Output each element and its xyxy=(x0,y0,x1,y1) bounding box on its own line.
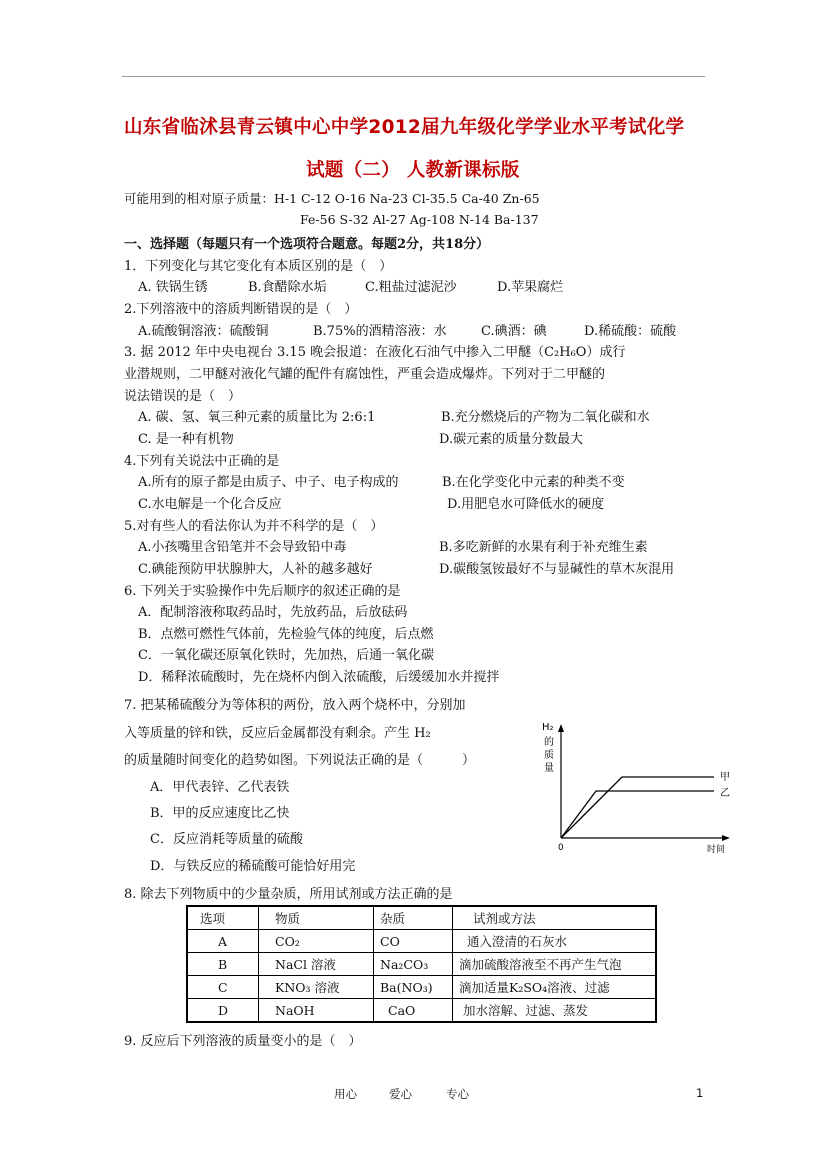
q4-option-c: C.水电解是一个化合反应 xyxy=(138,497,282,512)
table-cell: B xyxy=(187,953,259,976)
q1-stem: 1．下列变化与其它变化有本质区别的是（ ） xyxy=(124,259,393,274)
q7-option-c: C．反应消耗等质量的硫酸 xyxy=(150,832,303,847)
q2-option-b: B.75%的酒精溶液：水 xyxy=(313,324,447,339)
q6-option-a: A．配制溶液称取药品时，先放药品，后放砝码 xyxy=(138,605,408,620)
table-cell: NaCl 溶液 xyxy=(259,953,374,976)
graph-label-jia: 甲 xyxy=(720,772,730,783)
q4-option-a: A.所有的原子都是由质子、中子、电子构成的 xyxy=(138,475,399,490)
q7-option-b: B．甲的反应速度比乙快 xyxy=(150,806,290,821)
table-cell: 加水溶解、过滤、蒸发 xyxy=(453,999,657,1023)
table-row xyxy=(187,999,656,1023)
q5-option-c: C.碘能预防甲状腺肿大，人补的越多越好 xyxy=(138,562,373,577)
q2-option-c: C.碘酒：碘 xyxy=(481,324,547,339)
q8-options-table xyxy=(186,905,657,1023)
q8-stem: 8. 除去下列物质中的少量杂质，所用试剂或方法正确的是 xyxy=(124,887,453,902)
footer-left: 用心 xyxy=(334,1087,357,1101)
q6-option-d: D．稀释浓硫酸时，先在烧杯内倒入浓硫酸，后缓缓加水并搅拌 xyxy=(138,670,500,685)
footer-middle: 爱心 xyxy=(389,1087,412,1101)
q4-option-b: B.在化学变化中元素的种类不变 xyxy=(442,475,625,490)
table-cell: C xyxy=(187,976,259,999)
table-row xyxy=(187,953,656,976)
q1-option-b: B.食醋除水垢 xyxy=(248,280,327,295)
page-title-line1: 山东省临沭县青云镇中心中学2012届九年级化学学业水平考试化学 xyxy=(124,117,685,138)
q2-option-a: A.硫酸铜溶液：硫酸铜 xyxy=(138,324,269,339)
table-cell: CaO xyxy=(374,999,453,1023)
q1-option-c: C.粗盐过滤泥沙 xyxy=(365,280,457,295)
q5-stem: 5.对有些人的看法你认为并不科学的是（ ） xyxy=(124,519,384,534)
q3-line3: 说法错误的是（ ） xyxy=(124,389,242,404)
q3-option-c: C. 是一种有机物 xyxy=(138,432,234,447)
atomic-masses-line1: 可能用到的相对原子质量：H-1 C-12 O-16 Na-23 Cl-35.5 Ca-40 Zn-65 xyxy=(124,191,540,206)
table-cell: 滴加硫酸溶液至不再产生气泡 xyxy=(453,953,657,976)
h2-mass-time-graph xyxy=(532,718,738,856)
q6-option-b: B．点燃可燃性气体前，先检验气体的纯度，后点燃 xyxy=(138,627,434,642)
table-cell: 滴加适量K₂SO₄溶液、过滤 xyxy=(453,976,657,999)
table-cell: Na₂CO₃ xyxy=(374,953,453,976)
graph-origin: 0 xyxy=(558,843,564,853)
graph-label-yi: 乙 xyxy=(720,788,730,799)
header-rule xyxy=(122,76,705,77)
q3-line1: 3. 据 2012 年中央电视台 3.15 晚会报道：在液化石油气中掺入二甲醚（C₂H₆O）成行 xyxy=(124,345,626,360)
table-cell: A xyxy=(187,930,259,953)
page-number: 1 xyxy=(696,1086,704,1100)
q3-option-b: B.充分燃烧后的产物为二氧化碳和水 xyxy=(441,410,650,425)
q7-line1: 7. 把某稀硫酸分为等体积的两份，放入两个烧杯中，分别加 xyxy=(124,698,466,713)
q9-stem: 9. 反应后下列溶液的质量变小的是（ ） xyxy=(124,1034,362,1049)
q5-option-b: B.多吃新鲜的水果有利于补充维生素 xyxy=(439,540,648,555)
q7-option-a: A．甲代表锌、乙代表铁 xyxy=(150,780,290,795)
header-cell: 试剂或方法 xyxy=(453,906,657,930)
header-cell: 选项 xyxy=(187,906,259,930)
table-cell: KNO₃ 溶液 xyxy=(259,976,374,999)
page-title-line2: 试题（二） 人教新课标版 xyxy=(306,160,520,181)
q7-line3: 的质量随时间变化的趋势如图。下列说法正确的是（ ） xyxy=(124,753,476,768)
q4-stem: 4.下列有关说法中正确的是 xyxy=(124,454,280,469)
q6-stem: 6. 下列关于实验操作中先后顺序的叙述正确的是 xyxy=(124,584,401,599)
q2-stem: 2.下列溶液中的溶质判断错误的是（ ） xyxy=(124,302,358,317)
table-cell: Ba(NO₃) xyxy=(374,976,453,999)
footer-right: 专心 xyxy=(446,1087,469,1101)
q1-option-a: A. 铁锅生锈 xyxy=(138,280,208,295)
q7-line2: 入等质量的锌和铁，反应后金属都没有剩余。产生 H₂ xyxy=(124,726,431,741)
q5-option-a: A.小孩嘴里含铅笔并不会导致铅中毒 xyxy=(138,540,347,555)
q3-line2: 业潜规则，二甲醚对液化气罐的配件有腐蚀性，严重会造成爆炸。下列对于二甲醚的 xyxy=(124,367,606,382)
table-header-row xyxy=(187,906,656,930)
q7-option-d: D．与铁反应的稀硫酸可能恰好用完 xyxy=(150,859,356,874)
ylabel-zhi: 质 xyxy=(544,750,554,761)
ylabel-liang: 量 xyxy=(544,763,554,774)
q3-option-d: D.碳元素的质量分数最大 xyxy=(439,432,584,447)
table-cell: D xyxy=(187,999,259,1023)
graph-xlabel: 时间 xyxy=(707,845,726,855)
q4-option-d: D.用肥皂水可降低水的硬度 xyxy=(447,497,605,512)
q3-option-a: A. 碳、氢、氧三种元素的质量比为 2:6:1 xyxy=(138,410,376,425)
table-row xyxy=(187,930,656,953)
ylabel-h2: H₂ xyxy=(542,722,554,733)
table-cell: CO₂ xyxy=(259,930,374,953)
table-cell: CO xyxy=(374,930,453,953)
header-cell: 杂质 xyxy=(374,906,453,930)
ylabel-de: 的 xyxy=(544,737,554,748)
header-cell: 物质 xyxy=(259,906,374,930)
q2-option-d: D.稀硫酸：硫酸 xyxy=(584,324,677,339)
table-cell: 通入澄清的石灰水 xyxy=(453,930,657,953)
q1-option-d: D.苹果腐烂 xyxy=(497,280,564,295)
q5-option-d: D.碳酸氢铵最好不与显碱性的草木灰混用 xyxy=(439,562,675,577)
atomic-masses-line2: Fe-56 S-32 Al-27 Ag-108 N-14 Ba-137 xyxy=(300,212,539,227)
q6-option-c: C．一氧化碳还原氧化铁时，先加热，后通一氧化碳 xyxy=(138,648,434,663)
table-cell: NaOH xyxy=(259,999,374,1023)
table-row xyxy=(187,976,656,999)
section-heading: 一、选择题（每题只有一个选项符合题意。每题2分，共18分） xyxy=(124,237,490,252)
